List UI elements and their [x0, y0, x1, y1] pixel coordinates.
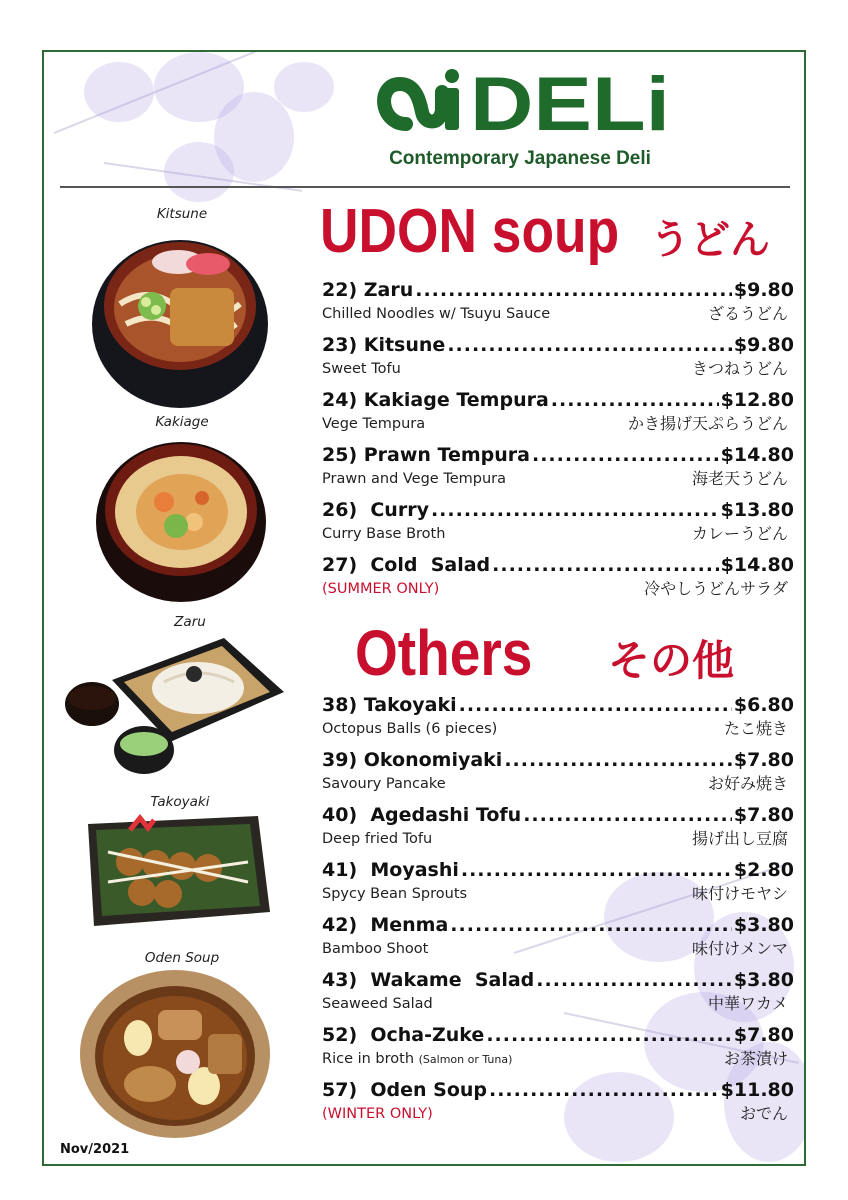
- menu-item-japanese-name: お茶漬け: [723, 1049, 788, 1068]
- deli-logo: [366, 62, 686, 142]
- menu-item-price: $7.80: [733, 804, 794, 826]
- kakiage-udon-photo: [94, 432, 268, 604]
- menu-item-line: [322, 1079, 794, 1101]
- menu-item-name: 42) Menma: [322, 914, 449, 936]
- leader-dots: [415, 279, 732, 301]
- menu-item-subline: [322, 305, 794, 323]
- menu-item-subline: [322, 1105, 794, 1123]
- menu-item: [322, 1079, 794, 1123]
- menu-item-price: $12.80: [720, 389, 794, 411]
- menu-item-price: $2.80: [733, 859, 794, 881]
- leader-dots: [504, 749, 732, 771]
- menu-item-subline: [322, 720, 794, 738]
- logo-wordmark: DELi: [470, 62, 670, 142]
- menu-item-description-wrap: [322, 525, 445, 543]
- menu-item-name: 41) Moyashi: [322, 859, 459, 881]
- menu-item-description-wrap: [322, 995, 433, 1013]
- menu-item-japanese-name: 揚げ出し豆腐: [691, 829, 788, 848]
- menu-item-name: 23) Kitsune: [322, 334, 446, 356]
- menu-item-description: Seaweed Salad: [322, 996, 433, 1012]
- menu-item-line: [322, 914, 794, 936]
- menu-item: [322, 389, 794, 433]
- menu-item-line: [322, 389, 794, 411]
- leader-dots: [551, 389, 719, 411]
- menu-item-price: $13.80: [720, 499, 794, 521]
- menu-item-description-wrap: [322, 885, 467, 903]
- menu-item-price: $3.80: [733, 914, 794, 936]
- menu-item-description-wrap: [322, 830, 432, 848]
- menu-item-name: 57) Oden Soup: [322, 1079, 487, 1101]
- menu-item-price: $7.80: [733, 1024, 794, 1046]
- photo-label-kitsune: Kitsune: [156, 206, 208, 222]
- menu-item-description: Deep fried Tofu: [322, 831, 433, 847]
- udon-section-title-jp: うどん: [650, 217, 770, 263]
- menu-item-line: [322, 749, 794, 771]
- menu-item-subline: [322, 830, 794, 848]
- menu-item-name: 24) Kakiage Tempura: [322, 389, 549, 411]
- tagline: Contemporary Japanese Deli: [389, 148, 651, 169]
- menu-item: [322, 804, 794, 848]
- menu-item: [322, 279, 794, 323]
- menu-item-subline: [322, 1050, 794, 1069]
- menu-item-price: $9.80: [733, 279, 794, 301]
- menu-item-japanese-name: 冷やしうどんサラダ: [644, 579, 788, 598]
- menu-item-description: (WINTER ONLY): [322, 1106, 433, 1122]
- menu-item: [322, 749, 794, 793]
- menu-item-name: 25) Prawn Tempura: [322, 444, 530, 466]
- photo-label-kakiage: Kakiage: [155, 414, 209, 430]
- menu-item-name: 52) Ocha-Zuke: [322, 1024, 485, 1046]
- leader-dots: [523, 804, 732, 826]
- menu-item: [322, 499, 794, 543]
- menu-item-subline: [322, 470, 794, 488]
- oden-soup-photo: [78, 966, 272, 1140]
- menu-item: [322, 1024, 794, 1069]
- leader-dots: [486, 1024, 732, 1046]
- menu-item-line: [322, 279, 794, 301]
- takoyaki-photo: [78, 812, 274, 930]
- leader-dots: [431, 499, 719, 521]
- menu-item: [322, 914, 794, 958]
- photo-label-oden-soup: Oden Soup: [144, 950, 220, 966]
- menu-item: [322, 969, 794, 1013]
- menu-item-japanese-name: 味付けモヤシ: [692, 884, 788, 903]
- others-section-title: Others: [355, 617, 533, 689]
- menu-item-japanese-name: 海老天うどん: [691, 469, 788, 488]
- menu-item-line: [322, 554, 794, 576]
- menu-item-line: [322, 334, 794, 356]
- menu-item-description: Curry Base Broth: [322, 526, 446, 542]
- menu-item-japanese-name: おでん: [740, 1104, 788, 1123]
- menu-item-subline: [322, 775, 794, 793]
- menu-item-price: $7.80: [733, 749, 794, 771]
- menu-item-description: Prawn and Vege Tempura: [322, 471, 507, 487]
- menu-item-description: Vege Tempura: [322, 416, 426, 432]
- menu-item-line: [322, 499, 794, 521]
- menu-item-description-note: (Salmon or Tuna): [418, 1053, 513, 1066]
- kitsune-udon-photo: [90, 224, 270, 410]
- header-divider: [60, 186, 790, 188]
- menu-item-description-wrap: [322, 940, 428, 958]
- menu-item-description-wrap: [322, 305, 550, 323]
- leader-dots: [450, 914, 732, 936]
- menu-item-subline: [322, 885, 794, 903]
- menu-date: Nov/2021: [60, 1142, 130, 1157]
- menu-item-description-wrap: [322, 1050, 512, 1069]
- others-section-title-jp: その他: [608, 636, 735, 685]
- leader-dots: [459, 694, 732, 716]
- menu-item-subline: [322, 995, 794, 1013]
- menu-item-line: [322, 969, 794, 991]
- menu-item-japanese-name: きつねうどん: [691, 359, 788, 378]
- zaru-udon-photo: [64, 632, 290, 782]
- menu-item-subline: [322, 415, 794, 433]
- menu-item-japanese-name: 味付けメンマ: [691, 939, 788, 958]
- menu-item-price: $14.80: [720, 444, 794, 466]
- menu-item-name: 27) Cold Salad: [322, 554, 491, 576]
- menu-item-subline: [322, 580, 794, 598]
- photo-label-takoyaki: Takoyaki: [150, 794, 210, 810]
- menu-item: [322, 859, 794, 903]
- menu-item-description-wrap: [322, 415, 425, 433]
- menu-item-description: Chilled Noodles w/ Tsuyu Sauce: [322, 306, 551, 322]
- menu-item-line: [322, 1024, 794, 1046]
- menu-item-name: 22) Zaru: [322, 279, 414, 301]
- leader-dots: [447, 334, 732, 356]
- menu-item: [322, 694, 794, 738]
- menu-item-description: Rice in broth: [322, 1051, 419, 1067]
- udon-section-title: UDON soup: [320, 197, 620, 266]
- menu-item-description-wrap: [322, 360, 401, 378]
- menu-item-line: [322, 804, 794, 826]
- menu-item-price: $11.80: [720, 1079, 794, 1101]
- menu-item-line: [322, 859, 794, 881]
- menu-item-price: $9.80: [733, 334, 794, 356]
- menu-item-japanese-name: 中華ワカメ: [707, 994, 788, 1013]
- leader-dots: [489, 1079, 719, 1101]
- menu-item-japanese-name: お好み焼き: [707, 774, 788, 793]
- leader-dots: [461, 859, 732, 881]
- menu-item-description-wrap: [322, 470, 506, 488]
- menu-item-line: [322, 444, 794, 466]
- menu-item-name: 43) Wakame Salad: [322, 969, 535, 991]
- menu-item-name: 40) Agedashi Tofu: [322, 804, 522, 826]
- menu-item-description: Savoury Pancake: [322, 776, 446, 792]
- menu-item-description-wrap: [322, 1105, 433, 1123]
- menu-item-japanese-name: たこ焼き: [723, 719, 788, 738]
- menu-item-description: Sweet Tofu: [322, 361, 401, 377]
- menu-item-name: 26) Curry: [322, 499, 429, 521]
- menu-item-description-wrap: [322, 720, 497, 738]
- menu-item: [322, 334, 794, 378]
- menu-item-description: Octopus Balls (6 pieces): [322, 721, 498, 737]
- menu-item-price: $6.80: [733, 694, 794, 716]
- menu-item-name: 38) Takoyaki: [322, 694, 457, 716]
- menu-item-description: (SUMMER ONLY): [322, 581, 440, 597]
- leader-dots: [492, 554, 719, 576]
- menu-item-japanese-name: ざるうどん: [707, 304, 788, 323]
- menu-item-japanese-name: カレーうどん: [691, 524, 788, 543]
- menu-item: [322, 554, 794, 598]
- menu-item-description-wrap: [322, 580, 439, 598]
- menu-item-price: $3.80: [733, 969, 794, 991]
- menu-item-description: Bamboo Shoot: [322, 941, 429, 957]
- menu-item-description: Spycy Bean Sprouts: [322, 886, 468, 902]
- leader-dots: [532, 444, 719, 466]
- menu-item-subline: [322, 940, 794, 958]
- menu-item-description-wrap: [322, 775, 446, 793]
- menu-item-name: 39) Okonomiyaki: [322, 749, 503, 771]
- menu-item-subline: [322, 360, 794, 378]
- menu-item-line: [322, 694, 794, 716]
- menu-item-japanese-name: かき揚げ天ぷらうどん: [627, 414, 788, 433]
- menu-item: [322, 444, 794, 488]
- leader-dots: [536, 969, 732, 991]
- photo-label-zaru: Zaru: [174, 614, 206, 630]
- menu-item-price: $14.80: [720, 554, 794, 576]
- menu-item-subline: [322, 525, 794, 543]
